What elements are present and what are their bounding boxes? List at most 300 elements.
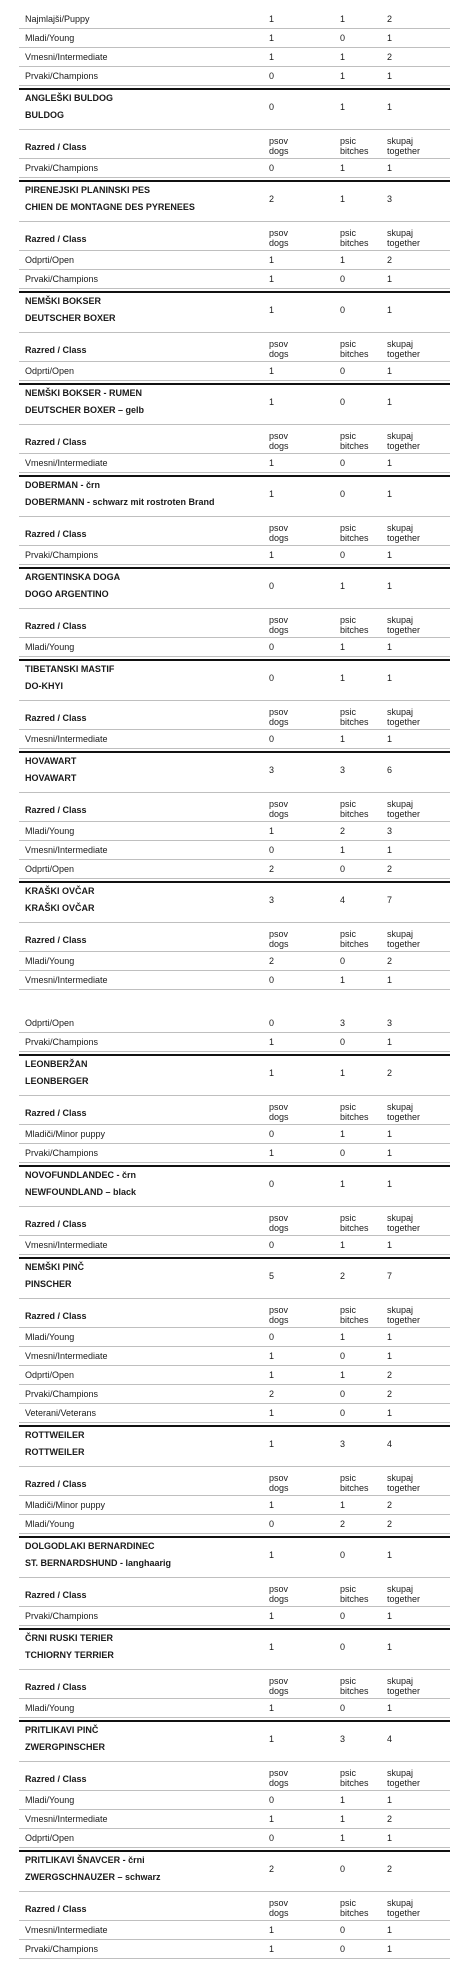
breed-name-international: DEUTSCHER BOXER [25, 313, 116, 323]
row-divider [19, 821, 450, 822]
dogs-count: 1 [269, 1500, 275, 1510]
breed-separator [19, 1536, 450, 1538]
bitches-count: 0 [340, 1611, 346, 1621]
class-column-header: Razred / Class [25, 1774, 87, 1784]
dogs-count: 0 [269, 845, 275, 855]
dogs-count: 1 [269, 255, 275, 265]
together-column-header: skupaj together [387, 431, 421, 451]
dogs-total: 1 [269, 397, 275, 407]
bitches-count: 0 [340, 1703, 346, 1713]
row-divider [19, 1533, 450, 1534]
dogs-count: 1 [269, 1925, 275, 1935]
breed-separator [19, 1628, 450, 1630]
bitches-count: 0 [340, 956, 346, 966]
total-count: 1 [387, 1925, 393, 1935]
total-count: 2 [387, 1519, 393, 1529]
dogs-count: 0 [269, 1018, 275, 1028]
row-divider [19, 424, 450, 425]
breed-heading [19, 185, 450, 221]
class-name: Vmesni/Intermediate [25, 1351, 108, 1361]
class-name: Mladi/Young [25, 33, 75, 43]
total-count: 1 [387, 642, 393, 652]
row-divider [19, 1143, 450, 1144]
bitches-column-header: psic bitches [340, 1676, 369, 1696]
total-count: 1 [387, 1351, 393, 1361]
bitches-column-header: psic bitches [340, 615, 369, 635]
row-divider [19, 729, 450, 730]
row-divider [19, 1847, 450, 1848]
dogs-count: 0 [269, 975, 275, 985]
row-divider [19, 1032, 450, 1033]
breed-total: 1 [387, 1642, 393, 1652]
breed-name-local: TIBETANSKI MASTIF [25, 664, 115, 674]
breed-total: 4 [387, 1734, 393, 1744]
bitches-column-header: psic bitches [340, 929, 369, 949]
dogs-total: 1 [269, 489, 275, 499]
bitches-count: 0 [340, 1408, 346, 1418]
breed-name-international: PINSCHER [25, 1279, 72, 1289]
class-name: Mladi/Young [25, 826, 75, 836]
bitches-column-header: psic bitches [340, 707, 369, 727]
total-count: 1 [387, 71, 393, 81]
row-divider [19, 1939, 450, 1940]
bitches-count: 1 [340, 642, 346, 652]
bitches-count: 1 [340, 845, 346, 855]
class-column-header: Razred / Class [25, 1311, 87, 1321]
breed-total: 7 [387, 895, 393, 905]
dogs-count: 0 [269, 1240, 275, 1250]
breed-separator [19, 1425, 450, 1427]
together-column-header: skupaj together [387, 707, 421, 727]
total-count: 1 [387, 845, 393, 855]
bitches-count: 1 [340, 1833, 346, 1843]
bitches-count: 1 [340, 1240, 346, 1250]
row-divider [19, 453, 450, 454]
breed-name-local: PIRENEJSKI PLANINSKI PES [25, 185, 151, 195]
breed-heading [19, 664, 450, 700]
breed-separator [19, 383, 450, 385]
dogs-count: 0 [269, 1795, 275, 1805]
row-divider [19, 158, 450, 159]
breed-total: 4 [387, 1439, 393, 1449]
breed-name-international: TCHIORNY TERRIER [25, 1650, 114, 1660]
row-divider [19, 1920, 450, 1921]
breed-separator [19, 1165, 450, 1167]
row-divider [19, 970, 450, 971]
class-name: Vmesni/Intermediate [25, 734, 108, 744]
row-divider [19, 269, 450, 270]
together-column-header: skupaj together [387, 136, 421, 156]
row-divider [19, 1403, 450, 1404]
row-divider [19, 250, 450, 251]
dogs-count: 0 [269, 1519, 275, 1529]
together-column-header: skupaj together [387, 799, 421, 819]
total-count: 1 [387, 1611, 393, 1621]
breed-separator [19, 751, 450, 753]
breed-total: 7 [387, 1271, 393, 1281]
dogs-count: 0 [269, 163, 275, 173]
breed-total: 2 [387, 1864, 393, 1874]
dogs-total: 0 [269, 673, 275, 683]
class-name: Vmesni/Intermediate [25, 1240, 108, 1250]
bitches-column-header: psic bitches [340, 1213, 369, 1233]
class-column-header: Razred / Class [25, 713, 87, 723]
breed-heading [19, 1633, 450, 1669]
row-divider [19, 951, 450, 952]
dogs-column-header: psov dogs [269, 228, 289, 248]
class-name: Mladi/Young [25, 642, 75, 652]
row-divider [19, 922, 450, 923]
breed-separator [19, 1720, 450, 1722]
dogs-column-header: psov dogs [269, 339, 289, 359]
breed-name-local: PRITLIKAVI ŠNAVCER - črni [25, 1855, 145, 1865]
bitches-count: 0 [340, 1037, 346, 1047]
row-divider [19, 840, 450, 841]
class-name: Odprti/Open [25, 864, 75, 874]
bitches-column-header: psic bitches [340, 136, 369, 156]
breed-heading [19, 93, 450, 129]
bitches-count: 2 [340, 1519, 346, 1529]
class-name: Prvaki/Champions [25, 274, 99, 284]
breed-name-international: ROTTWEILER [25, 1447, 85, 1457]
breed-name-local: LEONBERŽAN [25, 1059, 88, 1069]
bitches-count: 1 [340, 734, 346, 744]
row-divider [19, 66, 450, 67]
breed-heading [19, 1170, 450, 1206]
row-divider [19, 1761, 450, 1762]
total-count: 2 [387, 255, 393, 265]
dogs-count: 1 [269, 274, 275, 284]
dogs-count: 1 [269, 458, 275, 468]
dogs-total: 1 [269, 1642, 275, 1652]
breed-name-local: ČRNI RUSKI TERIER [25, 1633, 114, 1643]
breed-heading [19, 1855, 450, 1891]
bitches-count: 1 [340, 71, 346, 81]
total-count: 1 [387, 1703, 393, 1713]
row-divider [19, 637, 450, 638]
bitches-count: 0 [340, 1148, 346, 1158]
row-divider [19, 1327, 450, 1328]
row-divider [19, 1365, 450, 1366]
total-count: 1 [387, 274, 393, 284]
class-name: Odprti/Open [25, 1370, 75, 1380]
bitches-column-header: psic bitches [340, 339, 369, 359]
dogs-column-header: psov dogs [269, 707, 289, 727]
dogs-count: 1 [269, 1611, 275, 1621]
breed-name-international: BULDOG [25, 110, 64, 120]
dogs-count: 0 [269, 1833, 275, 1843]
bitches-column-header: psic bitches [340, 1102, 369, 1122]
breed-heading [19, 572, 450, 608]
total-count: 1 [387, 1944, 393, 1954]
breed-name-local: NEMŠKI BOKSER - RUMEN [25, 388, 143, 398]
class-name: Vmesni/Intermediate [25, 845, 108, 855]
class-name: Odprti/Open [25, 1018, 75, 1028]
row-divider [19, 1298, 450, 1299]
row-divider [19, 1625, 450, 1626]
breed-name-local: ANGLEŠKI BULDOG [25, 93, 114, 103]
row-divider [19, 1717, 450, 1718]
row-divider [19, 85, 450, 86]
class-column-header: Razred / Class [25, 437, 87, 447]
breed-name-local: NOVOFUNDLANDEC - črn [25, 1170, 137, 1180]
breed-total: 1 [387, 397, 393, 407]
breed-total: 1 [387, 1550, 393, 1560]
bitches-total: 4 [340, 895, 346, 905]
breed-name-international: KRAŠKI OVČAR [25, 903, 95, 913]
dogs-count: 1 [269, 1148, 275, 1158]
breed-heading [19, 1541, 450, 1577]
dogs-column-header: psov dogs [269, 929, 289, 949]
breed-heading [19, 1059, 450, 1095]
breed-separator [19, 1054, 450, 1056]
total-count: 1 [387, 33, 393, 43]
row-divider [19, 700, 450, 701]
row-divider [19, 656, 450, 657]
together-column-header: skupaj together [387, 339, 421, 359]
class-name: Odprti/Open [25, 255, 75, 265]
row-divider [19, 1809, 450, 1810]
total-count: 2 [387, 956, 393, 966]
row-divider [19, 28, 450, 29]
breed-name-local: ROTTWEILER [25, 1430, 85, 1440]
row-divider [19, 748, 450, 749]
dogs-count: 1 [269, 52, 275, 62]
total-count: 1 [387, 366, 393, 376]
class-column-header: Razred / Class [25, 142, 87, 152]
dogs-column-header: psov dogs [269, 1768, 289, 1788]
dogs-count: 1 [269, 826, 275, 836]
dogs-count: 1 [269, 1351, 275, 1361]
row-divider [19, 129, 450, 130]
row-divider [19, 1828, 450, 1829]
row-divider [19, 1606, 450, 1607]
dogs-count: 1 [269, 1814, 275, 1824]
class-name: Veterani/Veterans [25, 1408, 97, 1418]
dogs-column-header: psov dogs [269, 1473, 289, 1493]
dogs-column-header: psov dogs [269, 1898, 289, 1918]
bitches-total: 1 [340, 194, 346, 204]
breed-name-international: CHIEN DE MONTAGNE DES PYRENEES [25, 202, 195, 212]
together-column-header: skupaj together [387, 1473, 421, 1493]
bitches-column-header: psic bitches [340, 228, 369, 248]
row-divider [19, 288, 450, 289]
dogs-count: 1 [269, 33, 275, 43]
bitches-count: 1 [340, 163, 346, 173]
total-count: 1 [387, 1240, 393, 1250]
breed-name-local: DOBERMAN - črn [25, 480, 101, 490]
total-count: 2 [387, 52, 393, 62]
row-divider [19, 1790, 450, 1791]
total-count: 1 [387, 1332, 393, 1342]
breed-heading [19, 1725, 450, 1761]
breed-separator [19, 1850, 450, 1852]
breed-name-international: ZWERGPINSCHER [25, 1742, 106, 1752]
row-divider [19, 1514, 450, 1515]
row-divider [19, 1162, 450, 1163]
row-divider [19, 1891, 450, 1892]
class-name: Prvaki/Champions [25, 550, 99, 560]
class-column-header: Razred / Class [25, 1479, 87, 1489]
bitches-column-header: psic bitches [340, 1898, 369, 1918]
breed-heading [19, 1262, 450, 1298]
row-divider [19, 221, 450, 222]
row-divider [19, 332, 450, 333]
class-name: Mladi/Young [25, 956, 75, 966]
dogs-total: 0 [269, 1179, 275, 1189]
breed-name-international: DEUTSCHER BOXER – gelb [25, 405, 145, 415]
class-name: Mladi/Young [25, 1519, 75, 1529]
bitches-count: 0 [340, 1925, 346, 1935]
dogs-total: 1 [269, 1439, 275, 1449]
class-column-header: Razred / Class [25, 1904, 87, 1914]
row-divider [19, 1422, 450, 1423]
bitches-total: 0 [340, 305, 346, 315]
dogs-total: 0 [269, 581, 275, 591]
row-divider [19, 1051, 450, 1052]
breed-name-international: ST. BERNARDSHUND - langhaarig [25, 1558, 172, 1568]
dogs-count: 1 [269, 1944, 275, 1954]
bitches-total: 0 [340, 1550, 346, 1560]
bitches-column-header: psic bitches [340, 1473, 369, 1493]
bitches-column-header: psic bitches [340, 1305, 369, 1325]
dogs-column-header: psov dogs [269, 1584, 289, 1604]
row-divider [19, 1466, 450, 1467]
bitches-total: 2 [340, 1271, 346, 1281]
class-name: Odprti/Open [25, 1833, 75, 1843]
dogs-count: 1 [269, 1408, 275, 1418]
breed-total: 1 [387, 305, 393, 315]
class-name: Vmesni/Intermediate [25, 975, 108, 985]
dogs-column-header: psov dogs [269, 799, 289, 819]
row-divider [19, 1495, 450, 1496]
together-column-header: skupaj together [387, 1676, 421, 1696]
row-divider [19, 989, 450, 990]
bitches-count: 0 [340, 458, 346, 468]
breed-name-local: HOVAWART [25, 756, 77, 766]
class-name: Prvaki/Champions [25, 1037, 99, 1047]
breed-name-international: DO-KHYI [25, 681, 63, 691]
row-divider [19, 1577, 450, 1578]
bitches-total: 3 [340, 1734, 346, 1744]
bitches-column-header: psic bitches [340, 431, 369, 451]
total-count: 2 [387, 1370, 393, 1380]
breed-separator [19, 567, 450, 569]
bitches-count: 1 [340, 975, 346, 985]
breed-heading [19, 756, 450, 792]
row-divider [19, 1235, 450, 1236]
class-name: Mladiči/Minor puppy [25, 1500, 106, 1510]
total-count: 3 [387, 826, 393, 836]
dogs-count: 1 [269, 1703, 275, 1713]
total-count: 1 [387, 1037, 393, 1047]
breed-total: 1 [387, 581, 393, 591]
breed-total: 1 [387, 673, 393, 683]
dogs-count: 0 [269, 1332, 275, 1342]
dogs-column-header: psov dogs [269, 136, 289, 156]
row-divider [19, 545, 450, 546]
together-column-header: skupaj together [387, 1584, 421, 1604]
class-column-header: Razred / Class [25, 1682, 87, 1692]
breed-separator [19, 475, 450, 477]
class-column-header: Razred / Class [25, 234, 87, 244]
bitches-count: 1 [340, 1370, 346, 1380]
class-name: Odprti/Open [25, 366, 75, 376]
total-count: 2 [387, 14, 393, 24]
dogs-count: 0 [269, 71, 275, 81]
row-divider [19, 177, 450, 178]
row-divider [19, 1958, 450, 1959]
dogs-column-header: psov dogs [269, 1102, 289, 1122]
bitches-total: 0 [340, 397, 346, 407]
bitches-count: 1 [340, 1795, 346, 1805]
class-name: Mladiči/Minor puppy [25, 1129, 106, 1139]
dogs-column-header: psov dogs [269, 1676, 289, 1696]
row-divider [19, 1384, 450, 1385]
dogs-total: 3 [269, 765, 275, 775]
bitches-count: 1 [340, 255, 346, 265]
dogs-total: 1 [269, 1068, 275, 1078]
class-column-header: Razred / Class [25, 1108, 87, 1118]
bitches-column-header: psic bitches [340, 523, 369, 543]
total-count: 2 [387, 864, 393, 874]
class-name: Prvaki/Champions [25, 1148, 99, 1158]
class-column-header: Razred / Class [25, 345, 87, 355]
together-column-header: skupaj together [387, 929, 421, 949]
breed-separator [19, 1257, 450, 1259]
row-divider [19, 516, 450, 517]
dogs-column-header: psov dogs [269, 523, 289, 543]
together-column-header: skupaj together [387, 1102, 421, 1122]
bitches-total: 1 [340, 581, 346, 591]
bitches-total: 1 [340, 102, 346, 112]
bitches-count: 1 [340, 1814, 346, 1824]
dogs-count: 1 [269, 1037, 275, 1047]
total-count: 1 [387, 975, 393, 985]
dogs-total: 1 [269, 1734, 275, 1744]
row-divider [19, 1346, 450, 1347]
total-count: 1 [387, 163, 393, 173]
row-divider [19, 792, 450, 793]
dogs-column-header: psov dogs [269, 1305, 289, 1325]
bitches-column-header: psic bitches [340, 1768, 369, 1788]
total-count: 1 [387, 550, 393, 560]
class-name: Vmesni/Intermediate [25, 1925, 108, 1935]
bitches-total: 3 [340, 765, 346, 775]
bitches-count: 0 [340, 1389, 346, 1399]
bitches-total: 1 [340, 1179, 346, 1189]
row-divider [19, 608, 450, 609]
total-count: 1 [387, 1129, 393, 1139]
class-name: Prvaki/Champions [25, 71, 99, 81]
bitches-count: 1 [340, 14, 346, 24]
bitches-column-header: psic bitches [340, 799, 369, 819]
breed-heading [19, 296, 450, 332]
bitches-count: 1 [340, 1129, 346, 1139]
class-name: Najmlajši/Puppy [25, 14, 90, 24]
bitches-count: 1 [340, 52, 346, 62]
bitches-count: 3 [340, 1018, 346, 1028]
bitches-count: 0 [340, 33, 346, 43]
total-count: 2 [387, 1814, 393, 1824]
breed-separator [19, 291, 450, 293]
bitches-count: 0 [340, 864, 346, 874]
bitches-count: 2 [340, 826, 346, 836]
dogs-count: 1 [269, 1370, 275, 1380]
breed-separator [19, 88, 450, 90]
class-column-header: Razred / Class [25, 621, 87, 631]
class-column-header: Razred / Class [25, 935, 87, 945]
